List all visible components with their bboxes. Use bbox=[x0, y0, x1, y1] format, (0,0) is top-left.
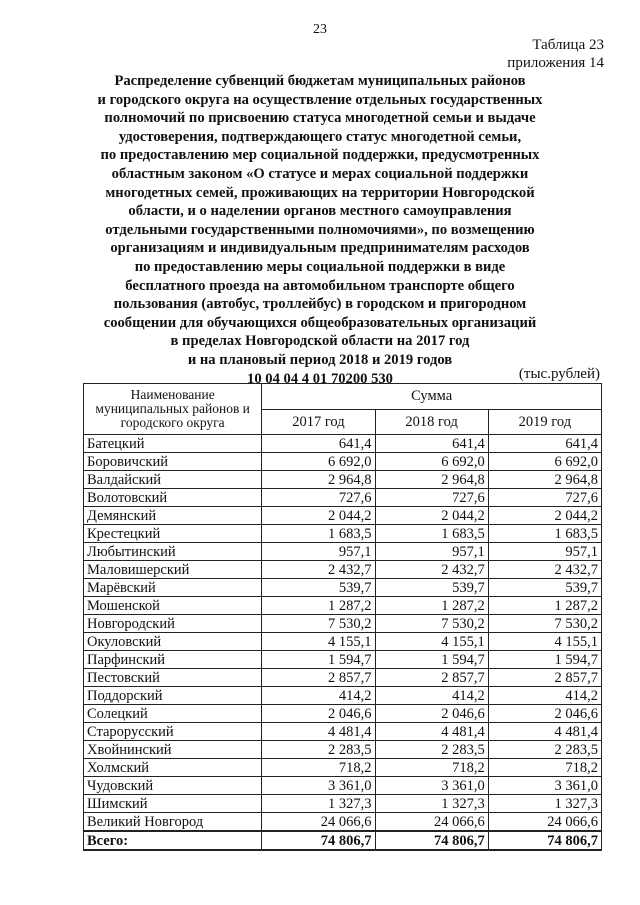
table-row bbox=[84, 669, 602, 687]
title-line: областным законом «О статусе и мерах социальной поддержки bbox=[111, 165, 529, 182]
table-row bbox=[84, 615, 602, 633]
district-name-cell: Новгородский bbox=[84, 615, 262, 633]
title-line: пользования (автобус, троллейбус) в городском и пригородном bbox=[113, 296, 527, 313]
district-name-cell: Марёвский bbox=[84, 579, 262, 597]
title-line: многодетных семей, проживающих на территории Новгородской bbox=[105, 184, 535, 201]
title-line: отдельными государственными полномочиями», по возмещению bbox=[105, 221, 535, 238]
value-2017-cell: 6 692,0 bbox=[262, 453, 375, 471]
total-2019: 74 806,7 bbox=[488, 831, 601, 850]
table-row bbox=[84, 561, 602, 579]
document-title bbox=[70, 72, 570, 388]
value-2019-cell: 24 066,6 bbox=[488, 813, 601, 832]
value-2018-cell: 2 046,6 bbox=[375, 705, 488, 723]
value-2017-cell: 4 481,4 bbox=[262, 723, 375, 741]
value-2017-cell: 727,6 bbox=[262, 489, 375, 507]
value-2018-cell: 7 530,2 bbox=[375, 615, 488, 633]
district-name-cell: Волотовский bbox=[84, 489, 262, 507]
table-row bbox=[84, 525, 602, 543]
value-2018-cell: 718,2 bbox=[375, 759, 488, 777]
value-2018-cell: 1 594,7 bbox=[375, 651, 488, 669]
table-row bbox=[84, 813, 602, 832]
value-2019-cell: 7 530,2 bbox=[488, 615, 601, 633]
district-name-cell: Солецкий bbox=[84, 705, 262, 723]
district-name-cell: Батецкий bbox=[84, 435, 262, 453]
title-line: полномочий по присвоению статуса многодетной семьи и выдаче bbox=[104, 110, 536, 127]
table-row bbox=[84, 633, 602, 651]
value-2019-cell: 718,2 bbox=[488, 759, 601, 777]
table-row bbox=[84, 435, 602, 453]
value-2017-cell: 2 857,7 bbox=[262, 669, 375, 687]
table-row bbox=[84, 489, 602, 507]
value-2019-cell: 1 594,7 bbox=[488, 651, 601, 669]
district-name-cell: Холмский bbox=[84, 759, 262, 777]
value-2018-cell: 539,7 bbox=[375, 579, 488, 597]
value-2019-cell: 1 683,5 bbox=[488, 525, 601, 543]
district-name-cell: Валдайский bbox=[84, 471, 262, 489]
table-row bbox=[84, 759, 602, 777]
title-line: в пределах Новгородской области на 2017 год bbox=[170, 333, 470, 350]
title-line: сообщении для обучающихся общеобразовательных организаций bbox=[103, 314, 537, 331]
value-2017-cell: 957,1 bbox=[262, 543, 375, 561]
district-name-cell: Маловишерский bbox=[84, 561, 262, 579]
total-2017: 74 806,7 bbox=[262, 831, 375, 850]
value-2018-cell: 2 964,8 bbox=[375, 471, 488, 489]
value-2017-cell: 718,2 bbox=[262, 759, 375, 777]
district-name-cell: Поддорский bbox=[84, 687, 262, 705]
value-2018-cell: 4 481,4 bbox=[375, 723, 488, 741]
year-header-2018: 2018 год bbox=[375, 410, 488, 435]
title-line: и городского округа на осуществление отдельных государственных bbox=[97, 91, 543, 108]
value-2019-cell: 2 964,8 bbox=[488, 471, 601, 489]
value-2017-cell: 3 361,0 bbox=[262, 777, 375, 795]
value-2018-cell: 4 155,1 bbox=[375, 633, 488, 651]
sum-column-header: Сумма bbox=[262, 384, 602, 410]
value-2019-cell: 2 044,2 bbox=[488, 507, 601, 525]
value-2019-cell: 414,2 bbox=[488, 687, 601, 705]
title-line: бесплатного проезда на автомобильном транспорте общего bbox=[125, 277, 515, 294]
value-2019-cell: 539,7 bbox=[488, 579, 601, 597]
title-line: и на плановый период 2018 и 2019 годов bbox=[187, 351, 453, 368]
units-label: (тыс.рублей) bbox=[518, 366, 600, 382]
value-2018-cell: 24 066,6 bbox=[375, 813, 488, 832]
value-2018-cell: 1 287,2 bbox=[375, 597, 488, 615]
value-2018-cell: 957,1 bbox=[375, 543, 488, 561]
district-name-cell: Демянский bbox=[84, 507, 262, 525]
district-name-cell: Шимский bbox=[84, 795, 262, 813]
table-row bbox=[84, 507, 602, 525]
appendix-label: приложения 14 bbox=[507, 55, 604, 71]
value-2018-cell: 727,6 bbox=[375, 489, 488, 507]
table-row bbox=[84, 777, 602, 795]
page-number: 23 bbox=[313, 22, 327, 37]
value-2017-cell: 2 964,8 bbox=[262, 471, 375, 489]
value-2018-cell: 3 361,0 bbox=[375, 777, 488, 795]
name-header-line: Наименование bbox=[130, 387, 215, 402]
value-2017-cell: 7 530,2 bbox=[262, 615, 375, 633]
value-2019-cell: 3 361,0 bbox=[488, 777, 601, 795]
district-name-cell: Крестецкий bbox=[84, 525, 262, 543]
title-line: по предоставлению мер социальной поддержки, предусмотренных bbox=[100, 147, 540, 164]
table-row bbox=[84, 597, 602, 615]
table-row bbox=[84, 453, 602, 471]
value-2019-cell: 1 327,3 bbox=[488, 795, 601, 813]
district-name-cell: Любытинский bbox=[84, 543, 262, 561]
subvention-table bbox=[83, 383, 602, 851]
district-name-cell: Старорусский bbox=[84, 723, 262, 741]
value-2019-cell: 2 283,5 bbox=[488, 741, 601, 759]
table-row bbox=[84, 687, 602, 705]
value-2018-cell: 6 692,0 bbox=[375, 453, 488, 471]
district-name-cell: Окуловский bbox=[84, 633, 262, 651]
value-2017-cell: 24 066,6 bbox=[262, 813, 375, 832]
year-header-2017: 2017 год bbox=[262, 410, 375, 435]
table-row bbox=[84, 543, 602, 561]
table-row bbox=[84, 705, 602, 723]
value-2018-cell: 1 327,3 bbox=[375, 795, 488, 813]
value-2018-cell: 2 044,2 bbox=[375, 507, 488, 525]
district-name-cell: Парфинский bbox=[84, 651, 262, 669]
value-2017-cell: 2 283,5 bbox=[262, 741, 375, 759]
value-2017-cell: 2 432,7 bbox=[262, 561, 375, 579]
value-2019-cell: 2 857,7 bbox=[488, 669, 601, 687]
table-row bbox=[84, 651, 602, 669]
table-row bbox=[84, 723, 602, 741]
value-2017-cell: 414,2 bbox=[262, 687, 375, 705]
value-2017-cell: 641,4 bbox=[262, 435, 375, 453]
value-2019-cell: 6 692,0 bbox=[488, 453, 601, 471]
budget-code: 10 04 04 4 01 70200 530 bbox=[247, 370, 393, 387]
table-label: Таблица 23 bbox=[532, 37, 604, 53]
year-header-2019: 2019 год bbox=[488, 410, 601, 435]
value-2017-cell: 1 327,3 bbox=[262, 795, 375, 813]
table-row bbox=[84, 471, 602, 489]
table-row bbox=[84, 741, 602, 759]
district-name-cell: Пестовский bbox=[84, 669, 262, 687]
value-2017-cell: 2 046,6 bbox=[262, 705, 375, 723]
value-2018-cell: 2 857,7 bbox=[375, 669, 488, 687]
title-line: удостоверения, подтверждающего статус многодетной семьи, bbox=[118, 128, 522, 145]
name-header-line: муниципальных районов и bbox=[95, 401, 250, 416]
value-2017-cell: 2 044,2 bbox=[262, 507, 375, 525]
value-2018-cell: 414,2 bbox=[375, 687, 488, 705]
name-header-line: городского округа bbox=[120, 415, 225, 430]
district-name-cell: Хвойнинский bbox=[84, 741, 262, 759]
value-2019-cell: 4 481,4 bbox=[488, 723, 601, 741]
value-2019-cell: 727,6 bbox=[488, 489, 601, 507]
value-2019-cell: 2 432,7 bbox=[488, 561, 601, 579]
value-2019-cell: 4 155,1 bbox=[488, 633, 601, 651]
total-2018: 74 806,7 bbox=[375, 831, 488, 850]
title-line: по предоставлению меры социальной поддержки в виде bbox=[134, 258, 506, 275]
value-2017-cell: 1 287,2 bbox=[262, 597, 375, 615]
value-2017-cell: 1 683,5 bbox=[262, 525, 375, 543]
district-name-cell: Боровичский bbox=[84, 453, 262, 471]
table-reference bbox=[507, 36, 604, 72]
header-row bbox=[84, 384, 602, 410]
total-row bbox=[84, 831, 602, 850]
value-2019-cell: 2 046,6 bbox=[488, 705, 601, 723]
total-label: Всего: bbox=[84, 831, 262, 850]
name-column-header bbox=[84, 384, 262, 435]
value-2019-cell: 1 287,2 bbox=[488, 597, 601, 615]
title-line: организациям и индивидуальным предпринимателям расходов bbox=[110, 240, 530, 257]
value-2018-cell: 2 432,7 bbox=[375, 561, 488, 579]
district-name-cell: Великий Новгород bbox=[84, 813, 262, 832]
value-2019-cell: 641,4 bbox=[488, 435, 601, 453]
title-line: области, и о наделении органов местного самоуправления bbox=[128, 203, 512, 220]
value-2017-cell: 539,7 bbox=[262, 579, 375, 597]
value-2018-cell: 1 683,5 bbox=[375, 525, 488, 543]
district-name-cell: Мошенской bbox=[84, 597, 262, 615]
district-name-cell: Чудовский bbox=[84, 777, 262, 795]
value-2018-cell: 2 283,5 bbox=[375, 741, 488, 759]
table-row bbox=[84, 795, 602, 813]
title-line: Распределение субвенций бюджетам муниципальных районов bbox=[114, 73, 526, 89]
value-2019-cell: 957,1 bbox=[488, 543, 601, 561]
value-2018-cell: 641,4 bbox=[375, 435, 488, 453]
table-row bbox=[84, 579, 602, 597]
value-2017-cell: 1 594,7 bbox=[262, 651, 375, 669]
value-2017-cell: 4 155,1 bbox=[262, 633, 375, 651]
